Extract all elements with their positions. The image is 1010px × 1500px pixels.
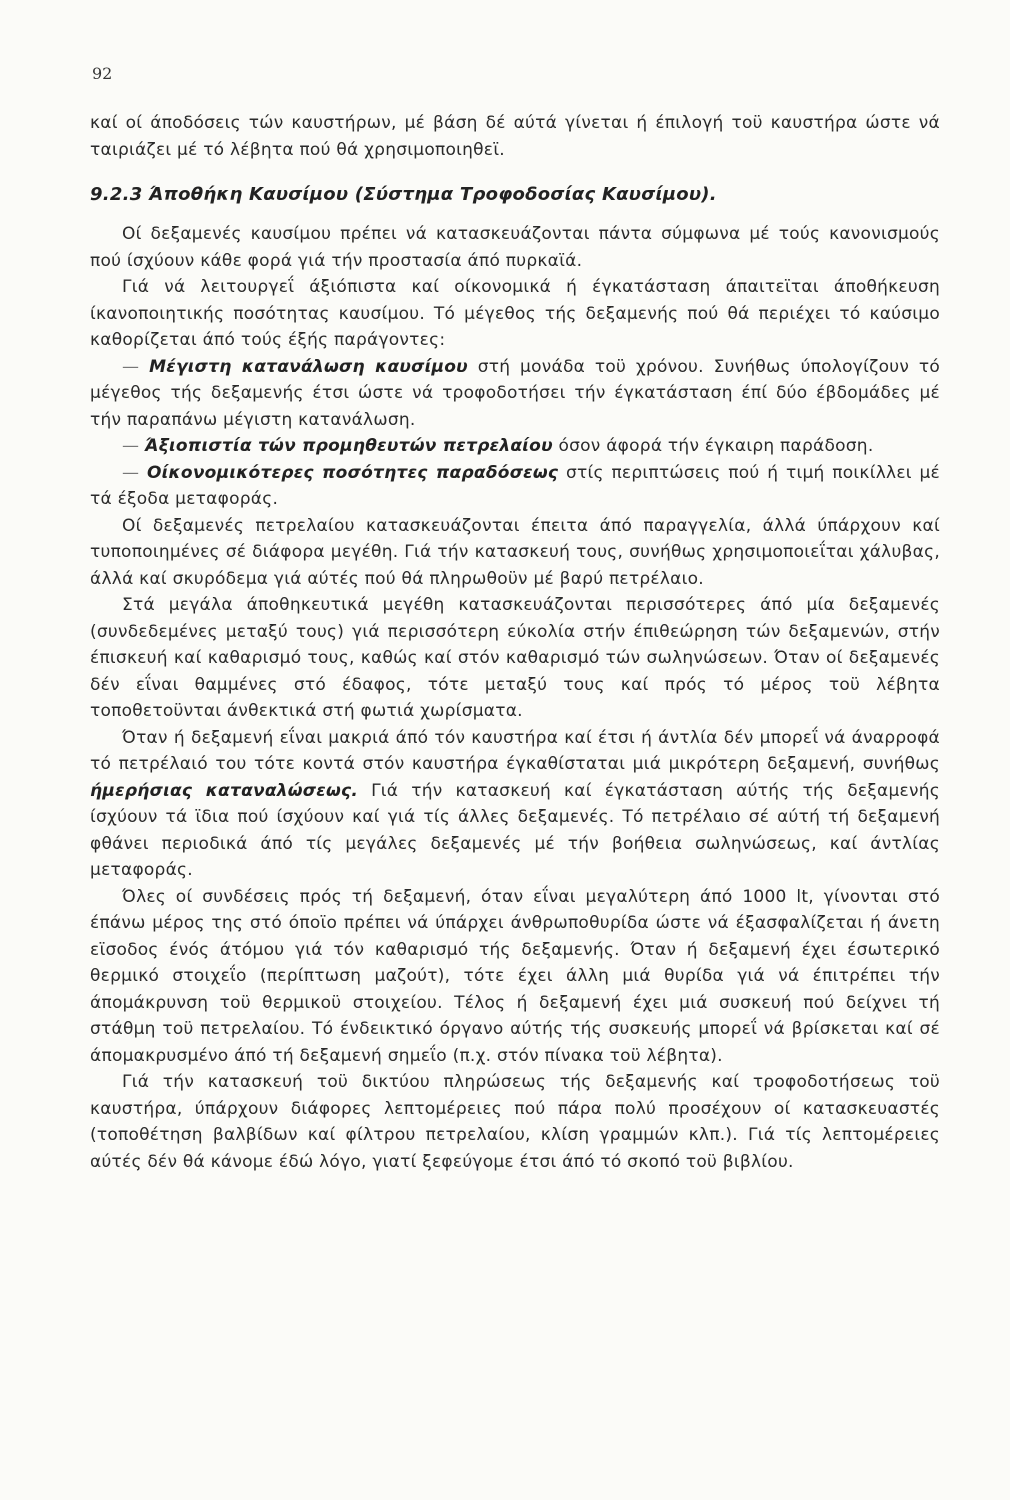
bullet-term: Οίκονομικότερες ποσότητες παραδόσεως	[146, 462, 559, 483]
bullet-dash: —	[122, 436, 140, 456]
daily-tank-text-start: Όταν ή δεξαμενή εΐναι μακριά άπό τόν καυστήρα καί έτσι ή άντλία δέν μπορεΐ νά άναρροφά τό πετρέλαιό του τότε κοντά στόν καυστήρα έγκαθίσταται μιά μικρότερη δεξαμενή, συνήθως	[90, 727, 940, 774]
paragraph-multiple-tanks: Στά μεγάλα άποθηκευτικά μεγέθη κατασκευάζονται περισσότερες άπό μία δεξαμενές (συνδεδεμένες μεταξύ τους) γιά περισσότερη εύκολία στήν έπιθεώρηση τών δεξαμενών, στήν έπισκευή καί καθαρισμό τους, καθώς καί στόν καθαρισμό τών σωληνώσεων. Όταν οί δεξαμενές δέν εΐναι θαμμένες στό έδαφος, τότε μεταξύ τους καί πρός τό μέρος τοϋ λέβητα τοποθετοϋνται άνθεκτικά στή φωτιά χωρίσματα.	[90, 595, 940, 721]
page-number: 92	[92, 64, 113, 83]
bullet-text: όσον άφορά τήν έγκαιρη παράδοση.	[552, 436, 874, 456]
bullet-item	[90, 460, 940, 513]
daily-tank-term: ήμερήσιας καταναλώσεως.	[90, 780, 359, 801]
paragraph-tank-connections: Όλες οί συνδέσεις πρός τή δεξαμενή, όταν εΐναι μεγαλύτερη άπό 1000 lt, γίνονται στό έπάνω μέρος της στό όποϊο πρέπει νά ύπάρχει άνθρωποθυρίδα ώστε νά έξασφαλίζεται ή άνετη εϊσοδος ένός άτόμου γιά τόν καθαρισμό τής δεξαμενής. Όταν ή δεξαμενή έχει έσωτερικό θερμικό στοιχεΐο (περίπτωση μαζούτ), τότε έχει άλλη μιά θυρίδα γιά νά έπιτρέπει τήν άπομάκρυνση τοϋ θερμικοϋ στοιχείου. Τέλος ή δεξαμενή έχει μιά συσκευή πού δείχνει τή στάθμη τοϋ πετρελαίου. Τό ένδεικτικό όργανο αύτής τής συσκευής μπορεΐ νά βρίσκεται καί σέ άπομακρυσμένο άπό τή δεξαμενή σημεΐο (π.χ. στόν πίνακα τοϋ λέβητα).	[90, 886, 940, 1066]
paragraph-tank-regulations: Οί δεξαμενές καυσίμου πρέπει νά κατασκευάζονται πάντα σύμφωνα μέ τούς κανονισμούς πού ίσχύουν κάθε φορά γιά τήν προστασία άπό πυρκαϊά.	[90, 224, 940, 271]
paragraph-intro: καί οί άποδόσεις τών καυστήρων, μέ βάση δέ αύτά γίνεται ή έπιλογή τοϋ καυστήρα ώστε νά ταιριάζει μέ τό λέβητα πού θά χρησιμοποιηθεϊ.	[90, 113, 940, 160]
bullet-item	[90, 433, 940, 460]
daily-tank-text-end: Γιά τήν κατασκευή καί έγκατάσταση αύτής τής δεξαμενής ίσχύουν τά ϊδια πού ίσχύουν καί γιά τίς άλλες δεξαμενές. Τό πετρέλαιο σέ αύτή τή δεξαμενή φθάνει περιοδικά άπό τίς μεγάλες δεξαμενές μέ τήν βοήθεια σωληνώσεως, καί άντλίας μεταφοράς.	[90, 780, 940, 880]
paragraph-filling-network: Γιά τήν κατασκευή τοϋ δικτύου πληρώσεως τής δεξαμενής καί τροφοδοτήσεως τοϋ καυστήρα, ύπάρχουν διάφορες λεπτομέρειες πού πάρα πολύ προσέχουν οί κατασκευαστές (τοποθέτηση βαλβίδων καί φίλτρου πετρελαίου, κλίση γραμμών κλπ.). Γιά τίς λεπτομέρειες αύτές δέν θά κάνομε έδώ λόγο, γιατί ξεφεύγομε έτσι άπό τό σκοπό τοϋ βιβλίου.	[90, 1072, 940, 1172]
paragraph-daily-tank	[90, 725, 940, 884]
bullet-text: στή μονάδα τοϋ χρόνου. Συνήθως ύπολογίζουν τό μέγεθος τής δεξαμενής έτσι ώστε νά τροφοδοτήσει τήν έγκατάσταση έπί δύο έβδομάδες μέ τήν παραπάνω μέγιστη κατανάλωση.	[90, 356, 940, 430]
bullet-text: στίς περιπτώσεις πού ή τιμή ποικίλλει μέ τά έξοδα μεταφοράς.	[90, 462, 940, 509]
paragraph-tank-materials: Οί δεξαμενές πετρελαίου κατασκευάζονται έπειτα άπό παραγγελία, άλλά ύπάρχουν καί τυποποιημένες σέ διάφορα μεγέθη. Γιά τήν κατασκευή τους, συνήθως χρησιμοποιεΐται χάλυβας, άλλά καί σκυρόδεμα γιά αύτές πού θά πληρωθοϋν μέ βαρύ πετρέλαιο.	[90, 515, 940, 589]
paragraph-storage-factors: Γιά νά λειτουργεΐ άξιόπιστα καί οίκονομικά ή έγκατάσταση άπαιτεϊται άποθήκευση ίκανοποιητικής ποσότητας καυσίμου. Τό μέγεθος τής δεξαμενής πού θά περιέχει τό καύσιμο καθορίζεται άπό τούς έξής παράγοντες:	[90, 277, 940, 350]
bullet-term: Άξιοπιστία τών προμηθευτών πετρελαίου	[144, 436, 553, 456]
bullet-dash: —	[122, 356, 140, 377]
section-heading: 9.2.3 Άποθήκη Καυσίμου (Σύστημα Τροφοδοσίας Καυσίμου).	[90, 184, 717, 205]
bullet-term: Μέγιστη κατανάλωση καυσίμου	[149, 356, 468, 377]
page-content	[90, 110, 940, 1175]
bullet-item	[90, 354, 940, 434]
bullet-dash: —	[122, 462, 140, 483]
